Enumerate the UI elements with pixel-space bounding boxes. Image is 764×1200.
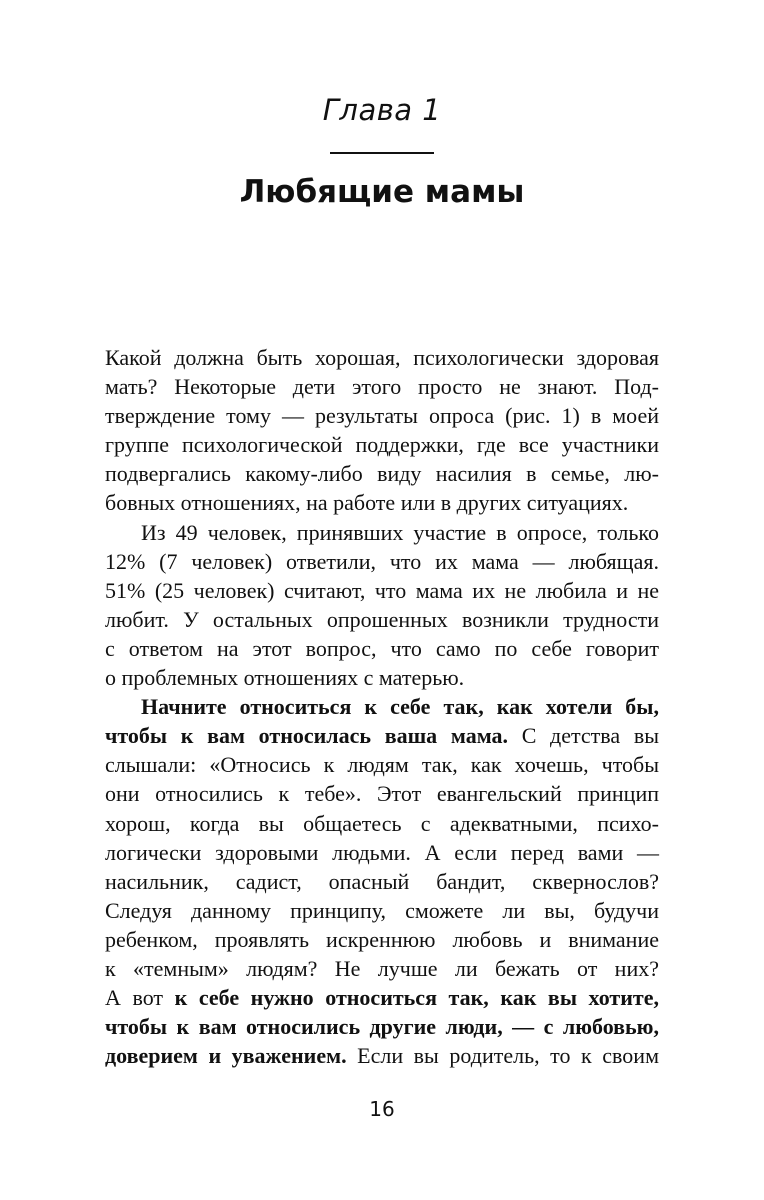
text-line — [105, 750, 659, 779]
text-run: 51% (25 человек) считают, что мама их не любила и не — [105, 577, 659, 603]
text-run: Если вы родитель, то к своим — [346, 1043, 659, 1069]
text-run: насильник, садист, опасный бандит, сквернослов? — [105, 868, 659, 894]
text-run: группе психологической поддержки, где все участники — [105, 432, 659, 458]
text-run: мать? Некоторые дети этого просто не знают. Под- — [105, 374, 659, 400]
text-line — [105, 779, 659, 808]
bold-text-run: Начните относиться к себе так, как хотели бы, — [141, 694, 659, 720]
bold-text-run: чтобы к вам относилась ваша мама. — [105, 723, 509, 749]
text-line — [105, 983, 659, 1012]
text-line — [105, 634, 659, 663]
body-text — [105, 343, 659, 1070]
text-run: о проблемных отношениях с матерью. — [105, 665, 465, 691]
text-run: ребенком, проявлять искреннюю любовь и внимание — [105, 926, 659, 952]
chapter-label: Глава 1 — [322, 93, 442, 127]
text-line — [105, 896, 659, 925]
bold-text-run: чтобы к вам относились другие люди, — с любовью, — [105, 1014, 659, 1040]
text-line — [105, 488, 659, 517]
text-run: С детства вы — [508, 723, 659, 749]
text-run: слышали: «Относись к людям так, как хочешь, чтобы — [105, 752, 659, 778]
paragraph — [105, 692, 659, 1070]
text-line — [105, 547, 659, 576]
text-run: любит. У остальных опрошенных возникли трудности — [105, 606, 659, 632]
text-run: 12% (7 человек) ответили, что их мама — любящая. — [105, 548, 659, 574]
text-line — [105, 1041, 659, 1070]
text-line — [105, 576, 659, 605]
text-run: тверждение тому — результаты опроса (рис. 1) в моей — [105, 403, 659, 429]
text-line — [105, 372, 659, 401]
paragraph — [105, 343, 659, 518]
text-line — [105, 925, 659, 954]
text-line — [105, 663, 659, 692]
text-run: с ответом на этот вопрос, что само по себе говорит — [105, 635, 659, 661]
text-line — [105, 605, 659, 634]
text-run: к «темным» людям? Не лучше ли бежать от них? — [105, 955, 659, 981]
text-run: логически здоровыми людьми. А если перед вами — — [105, 839, 659, 865]
text-line — [105, 838, 659, 867]
bold-text-run: доверием и уважением. — [105, 1043, 347, 1069]
text-run: подвергались какому-либо виду насилия в семье, лю- — [105, 461, 659, 487]
text-run: Какой должна быть хорошая, психологически здоровая — [105, 345, 659, 370]
text-run: Из 49 человек, принявших участие в опросе, только — [141, 519, 659, 545]
text-line — [105, 809, 659, 838]
paragraph — [105, 518, 659, 693]
text-run: бовных отношениях, на работе или в других ситуациях. — [105, 490, 629, 516]
text-line — [105, 518, 659, 547]
text-line — [105, 721, 659, 750]
text-line — [105, 867, 659, 896]
text-line — [105, 343, 659, 372]
bold-text-run: к себе нужно относиться так, как вы хотите, — [174, 985, 659, 1011]
text-line — [105, 430, 659, 459]
text-run: А вот — [105, 985, 175, 1011]
text-line — [105, 1012, 659, 1041]
text-run: они относились к тебе». Этот евангельский принцип — [105, 781, 659, 807]
text-run: Следуя данному принципу, сможете ли вы, будучи — [105, 897, 659, 923]
chapter-title: Любящие мамы — [239, 174, 525, 210]
page-number: 16 — [369, 1097, 395, 1121]
text-line — [105, 692, 659, 721]
text-line — [105, 954, 659, 983]
text-line — [105, 459, 659, 488]
chapter-divider — [330, 152, 434, 154]
text-run: хорош, когда вы общаетесь с адекватными, психо- — [105, 810, 659, 836]
text-line — [105, 401, 659, 430]
